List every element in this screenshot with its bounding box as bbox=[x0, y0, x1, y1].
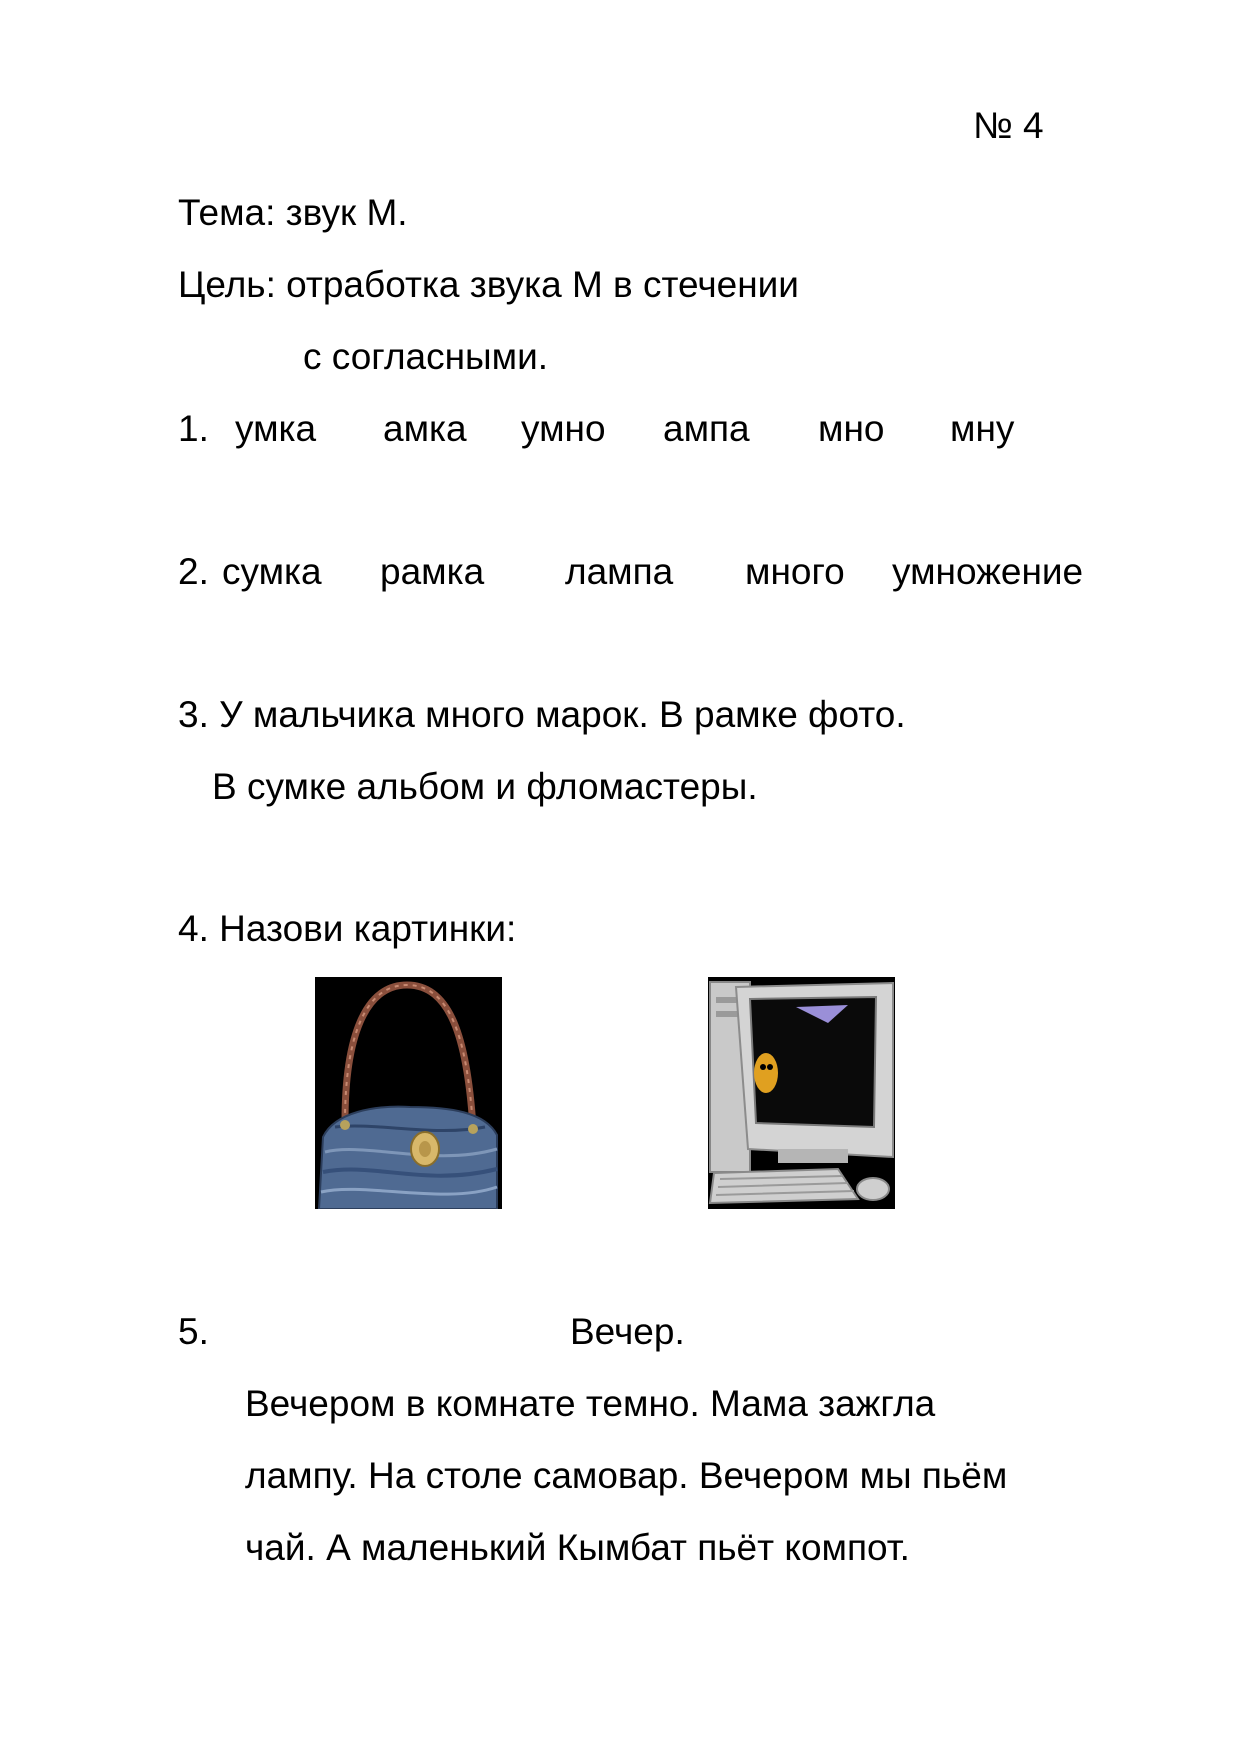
exercise-3-line-2: В сумке альбом и фломастеры. bbox=[212, 766, 758, 807]
goal-line-1: Цель: отработка звука М в стечении bbox=[178, 264, 799, 305]
document-number: № 4 bbox=[973, 105, 1044, 146]
word: много bbox=[745, 551, 845, 592]
syllable: амка bbox=[383, 408, 467, 449]
computer-picture bbox=[708, 977, 895, 1209]
handbag-icon bbox=[315, 977, 502, 1209]
story-title: Вечер. bbox=[570, 1311, 685, 1352]
syllable: мну bbox=[950, 408, 1015, 449]
syllable: умно bbox=[521, 408, 606, 449]
story-line: лампу. На столе самовар. Вечером мы пьём bbox=[245, 1455, 1008, 1496]
goal-line-2: с согласными. bbox=[303, 336, 549, 377]
story-line: чай. А маленький Кымбат пьёт компот. bbox=[245, 1527, 910, 1568]
word: умножение bbox=[892, 551, 1084, 592]
exercise-3-line-1: 3. У мальчика много марок. В рамке фото. bbox=[178, 694, 906, 735]
syllable: умка bbox=[235, 408, 317, 449]
exercise-2-number: 2. bbox=[178, 551, 209, 592]
story-line: Вечером в комнате темно. Мама зажгла bbox=[245, 1383, 936, 1424]
exercise-1-number: 1. bbox=[178, 408, 209, 449]
word: лампа bbox=[565, 551, 674, 592]
syllable: мно bbox=[818, 408, 885, 449]
topic-line: Тема: звук М. bbox=[178, 192, 408, 233]
word: рамка bbox=[380, 551, 485, 592]
syllable: ампа bbox=[663, 408, 750, 449]
computer-icon bbox=[708, 977, 895, 1209]
handbag-picture bbox=[315, 977, 502, 1209]
word: сумка bbox=[222, 551, 322, 592]
exercise-5-number: 5. bbox=[178, 1311, 209, 1352]
exercise-4-label: 4. Назови картинки: bbox=[178, 908, 517, 949]
